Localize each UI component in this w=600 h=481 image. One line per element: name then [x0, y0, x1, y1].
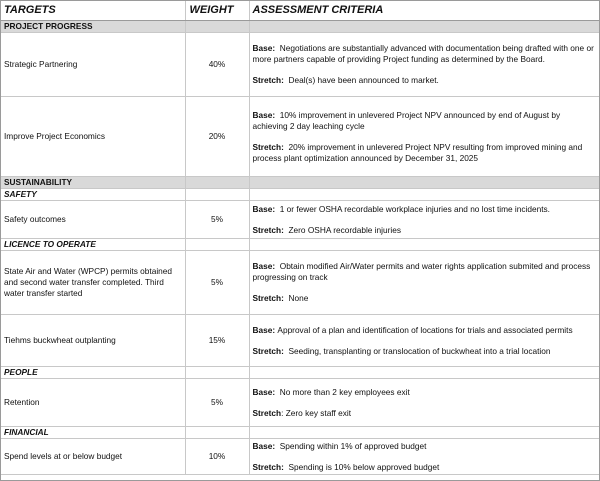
- section-row: [1, 21, 599, 33]
- target-cell: Retention: [1, 379, 185, 427]
- table-row: [1, 201, 599, 239]
- subsection-row: [1, 189, 599, 201]
- stretch-label: Stretch:: [252, 345, 284, 356]
- weight-cell: 15%: [185, 315, 249, 367]
- assessment-table: [1, 1, 599, 475]
- header-criteria: ASSESSMENT CRITERIA: [249, 1, 599, 21]
- stretch-text: Seeding, transplanting or translocation of buckwheat into a trial location: [288, 345, 551, 356]
- criteria-cell: [249, 97, 599, 177]
- weight-cell: 5%: [185, 379, 249, 427]
- subsection-licence: LICENCE TO OPERATE: [1, 239, 185, 251]
- subsection-row: [1, 427, 599, 439]
- criteria-cell: [249, 251, 599, 315]
- base-text: No more than 2 key employees exit: [279, 386, 410, 397]
- stretch-text: 20% improvement in unlevered Project NPV resulting from improved mining and process plant optimization announced by December 31, 2025: [252, 141, 583, 163]
- header-row: [1, 1, 599, 21]
- target-cell: Tiehms buckwheat outplanting: [1, 315, 185, 367]
- base-text: Approval of a plan and identification of locations for trials and associated permits: [277, 324, 573, 335]
- base-label: Base:: [252, 109, 276, 120]
- stretch-text: Deal(s) have been announced to market.: [288, 75, 439, 85]
- stretch-label: Stretch:: [252, 461, 284, 472]
- header-targets: TARGETS: [1, 1, 185, 21]
- criteria-cell: [249, 315, 599, 367]
- base-text: 1 or fewer OSHA recordable workplace injuries and no lost time incidents.: [279, 203, 550, 214]
- section-row: [1, 177, 599, 189]
- stretch-label: Stretch:: [252, 224, 284, 235]
- table-row: [1, 315, 599, 367]
- stretch-text: Spending is 10% below approved budget: [288, 461, 440, 472]
- target-cell: Strategic Partnering: [1, 33, 185, 97]
- target-cell: Improve Project Economics: [1, 97, 185, 177]
- criteria-cell: [249, 33, 599, 97]
- table-row: [1, 251, 599, 315]
- table-row: [1, 379, 599, 427]
- weight-cell: 40%: [185, 33, 249, 97]
- stretch-label: Stretch:: [252, 141, 284, 152]
- stretch-text: None: [288, 293, 309, 303]
- base-text: Obtain modified Air/Water permits and water rights application submited and process progressing on track: [252, 261, 591, 282]
- target-cell: State Air and Water (WPCP) permits obtained and second water transfer completed. Third water transfer started: [1, 251, 185, 315]
- stretch-text: : Zero key staff exit: [281, 407, 352, 418]
- criteria-cell: [249, 201, 599, 239]
- stretch-label: Stretch: [252, 407, 282, 418]
- weight-cell: 10%: [185, 439, 249, 475]
- base-label: Base:: [252, 386, 276, 397]
- subsection-row: [1, 367, 599, 379]
- table-row: [1, 33, 599, 97]
- subsection-row: [1, 239, 599, 251]
- base-label: Base:: [252, 203, 276, 214]
- weight-cell: 20%: [185, 97, 249, 177]
- base-label: Base:: [252, 324, 276, 335]
- subsection-people: PEOPLE: [1, 367, 185, 379]
- base-text: Negotiations are substantially advanced with documentation being drafted with one or more partners capable of providing Project funding as determined by the Board.: [252, 43, 594, 64]
- section-project-progress: PROJECT PROGRESS: [1, 21, 185, 33]
- base-label: Base:: [252, 440, 276, 451]
- target-cell: Spend levels at or below budget: [1, 439, 185, 475]
- target-cell: Safety outcomes: [1, 201, 185, 239]
- subsection-safety: SAFETY: [1, 189, 185, 201]
- weight-cell: 5%: [185, 201, 249, 239]
- criteria-cell: [249, 379, 599, 427]
- table-row: [1, 439, 599, 475]
- stretch-text: Zero OSHA recordable injuries: [288, 224, 402, 235]
- criteria-cell: [249, 439, 599, 475]
- base-text: 10% improvement in unlevered Project NPV announced by end of August by achieving 2 day leaching cycle: [252, 109, 561, 131]
- weight-cell: 5%: [185, 251, 249, 315]
- header-weight: WEIGHT: [185, 1, 249, 21]
- base-text: Spending within 1% of approved budget: [279, 440, 427, 451]
- stretch-label: Stretch:: [252, 293, 284, 303]
- subsection-financial: FINANCIAL: [1, 427, 185, 439]
- base-label: Base:: [252, 43, 276, 53]
- section-sustainability: SUSTAINABILITY: [1, 177, 185, 189]
- stretch-label: Stretch:: [252, 75, 284, 85]
- base-label: Base:: [252, 261, 276, 271]
- table-row: [1, 97, 599, 177]
